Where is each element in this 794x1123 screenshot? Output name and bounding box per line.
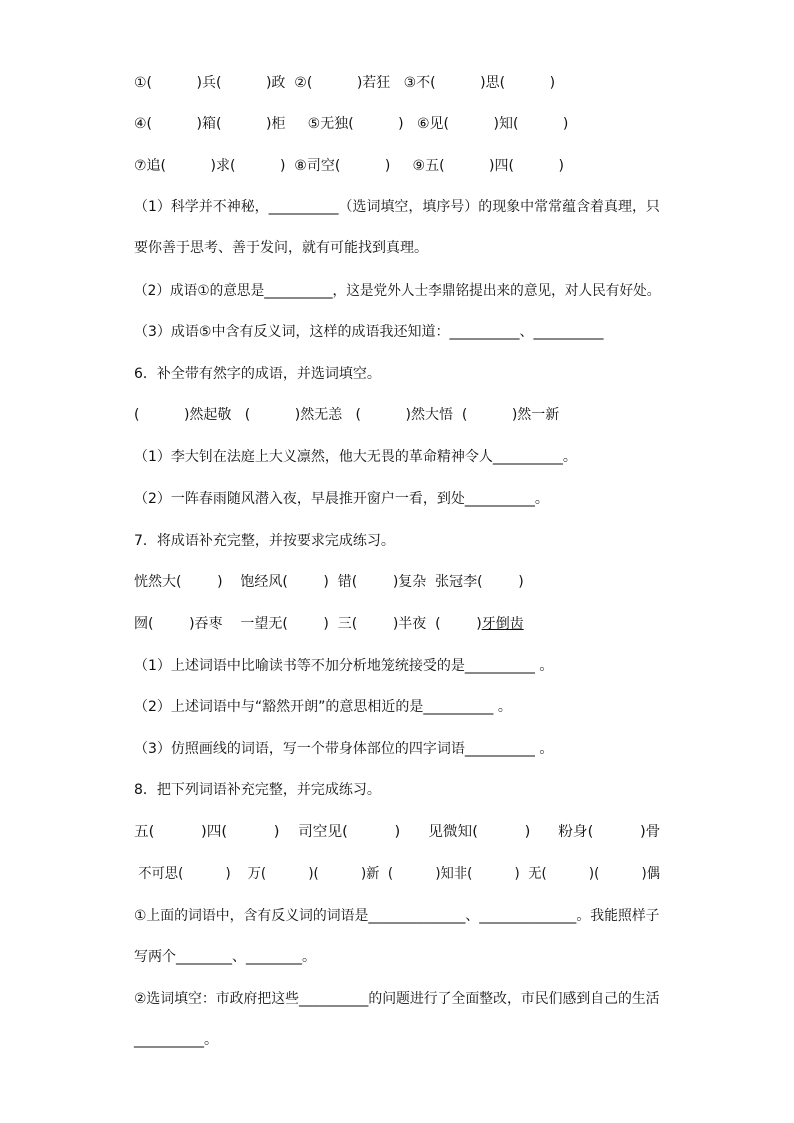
line-text: 要你善于思考、善于发问，就有可能找到真理。	[134, 240, 428, 256]
line-text: （1）李大钊在法庭上大义凛然，他大无畏的革命精神令人__________。	[134, 449, 577, 465]
text-line	[134, 489, 549, 509]
line-text: ①( )兵( )政 ②( )若狂 ③不( )思( )	[134, 75, 556, 91]
text-line	[134, 531, 395, 551]
text-line	[134, 197, 660, 217]
text-line	[134, 656, 553, 676]
text-line	[134, 73, 555, 93]
line-text: ④( )箱( )柜 ⑤无独( ) ⑥见( )知( )	[134, 116, 569, 132]
text-line	[134, 864, 660, 884]
text-line	[134, 114, 568, 134]
line-text: 6．补全带有然字的成语，并选词填空。	[134, 366, 381, 382]
line-text: ⑦追( )求( ) ⑧司空( ) ⑨五( )四( )	[134, 158, 564, 174]
text-line	[134, 739, 553, 759]
line-text: （2）成语①的意思是__________，这是党外人士李鼎铭提出来的意见，对人民有好处。	[134, 283, 661, 299]
line-text: __________。	[134, 1032, 218, 1048]
text-line	[134, 989, 660, 1009]
text-line	[134, 238, 428, 258]
line-text: 7．将成语补充完整，并按要求完成练习。	[134, 533, 395, 549]
line-text: （1）科学并不神秘，__________（选词填空，填序号）的现象中常常蕴含着真理，只	[134, 199, 660, 215]
line-text: ①上面的词语中，含有反义词的词语是______________、______________。我能照样子	[134, 908, 660, 924]
text-line	[134, 1030, 218, 1050]
line-text: （3）仿照画线的词语，写一个带身体部位的四字词语__________ 。	[134, 741, 554, 757]
line-text: （2）一阵春雨随风潜入夜，早晨推开窗户一看，到处__________。	[134, 491, 549, 507]
text-line	[134, 947, 316, 967]
line-text: 五( )四( ) 司空见( ) 见微知( ) 粉身( )骨	[134, 824, 661, 840]
text-line	[134, 405, 559, 425]
text-line	[134, 281, 660, 301]
line-text: 8．把下列词语补充完整，并完成练习。	[134, 782, 381, 798]
text-line	[134, 697, 512, 717]
text-line	[134, 822, 660, 842]
line-text: （1）上述词语中比喻读书等不加分析地笼统接受的是__________ 。	[134, 658, 554, 674]
line-text: ②选词填空：市政府把这些__________的问题进行了全面整改，市民们感到自己的生活	[134, 991, 660, 1007]
text-line	[134, 614, 524, 634]
line-text: （3）成语⑤中含有反义词，这样的成语我还知道：__________、__________	[134, 324, 604, 340]
line-text: ( )然起敬 ( )然无恙 ( )然大悟 ( )然一新	[134, 407, 560, 423]
text-line	[134, 322, 603, 342]
text-line	[134, 572, 524, 592]
line-text: （2）上述词语中与“豁然开朗”的意思相近的是__________ 。	[134, 699, 512, 715]
text-line	[134, 364, 381, 384]
line-text: 不可思( ) 万( )( )新 ( )知非( ) 无( )( )偶	[134, 866, 661, 882]
text-line	[134, 780, 381, 800]
underlined-phrase: 牙倒齿	[481, 616, 524, 632]
line-text: 恍然大( ) 饱经风( ) 错( )复杂 张冠李( )	[134, 574, 524, 590]
line-text: 写两个________、________。	[134, 949, 316, 965]
text-line	[134, 906, 660, 926]
text-line	[134, 156, 564, 176]
text-line	[134, 447, 577, 467]
line-text: 囫( )吞枣 一望无( ) 三( )半夜 ( )	[134, 616, 482, 632]
